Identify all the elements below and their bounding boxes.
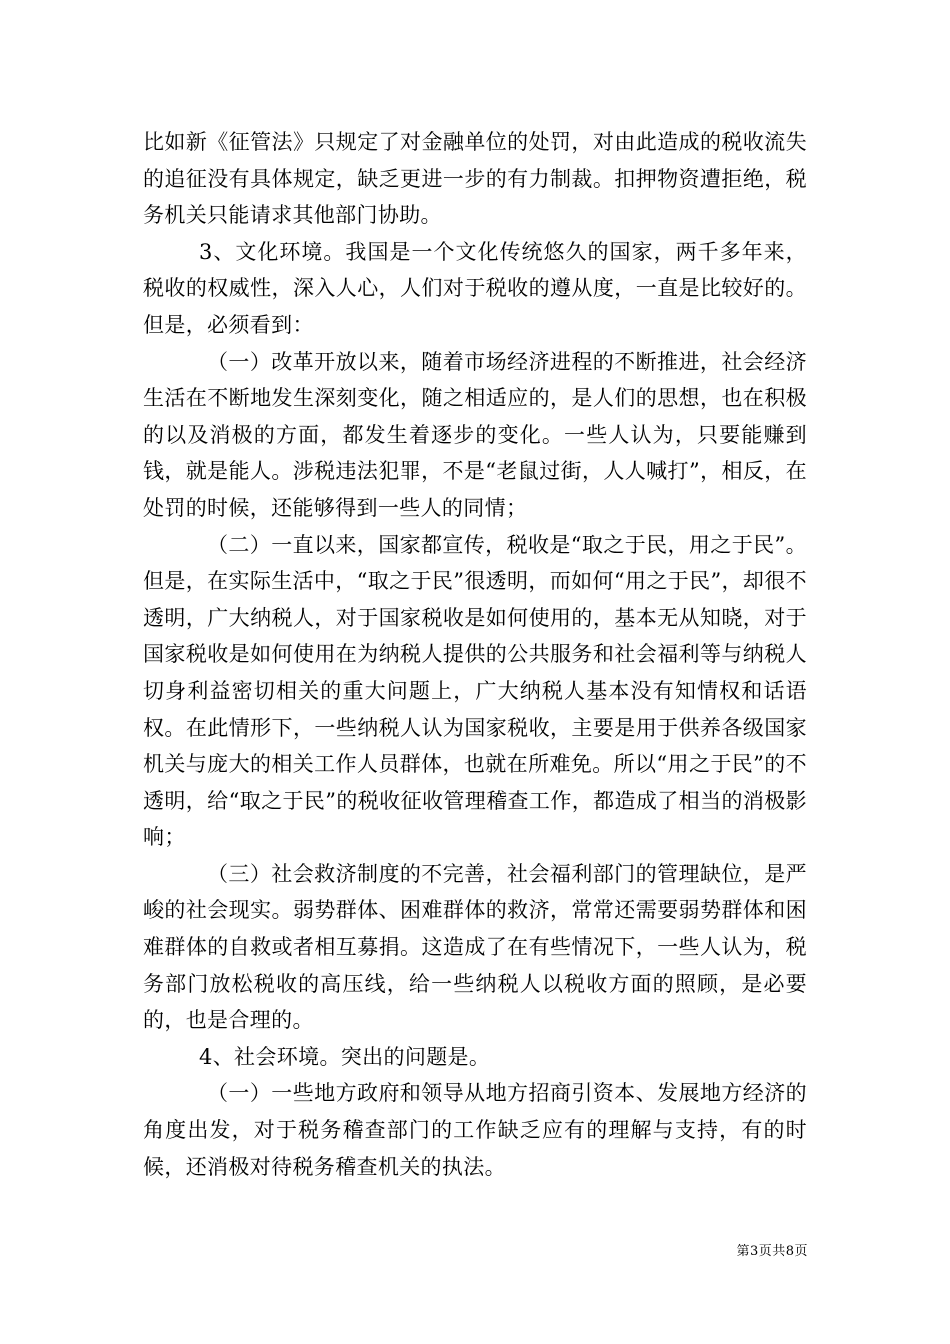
page-number: 第3页共8页 xyxy=(736,1244,808,1259)
paragraph-cultural-environment: 3、文化环境。我国是一个文化传统悠久的国家，两千多年来，税收的权威性，深入人心，人们对于税收的遵从度，一直是比较好的。但是，必须看到： xyxy=(143,239,807,337)
paragraph-reform-opening: （一）改革开放以来，随着市场经济进程的不断推进，社会经济生活在不断地发生深刻变化，随之相适应的，是人们的思想，也在积极的以及消极的方面，都发生着逐步的变化。一些人认为，只要能赚到钱，就是能人。涉税违法犯罪，不是“老鼠过街，人人喊打”，相反，在处罚的时候，还能够得到一些人的同情； xyxy=(143,349,807,520)
paragraph-social-environment: 4、社会环境。突出的问题是。 xyxy=(199,1044,491,1069)
document-body xyxy=(143,124,807,1185)
paragraph-local-government: （一）一些地方政府和领导从地方招商引资本、发展地方经济的角度出发，对于税务稽查部门的工作缺乏应有的理解与支持，有的时候，还消极对待税务稽查机关的执法。 xyxy=(143,1081,807,1179)
paragraph-penalty-law: 比如新《征管法》只规定了对金融单位的处罚，对由此造成的税收流失的追征没有具体规定，缺乏更进一步的有力制裁。扣押物资遭拒绝，税务机关只能请求其他部门协助。 xyxy=(143,130,807,228)
paragraph-tax-transparency: （二）一直以来，国家都宣传，税收是“取之于民，用之于民”。但是，在实际生活中，“取之于民”很透明，而如何“用之于民”，却很不透明，广大纳税人，对于国家税收是如何使用的，基本无从知晓，对于国家税收是如何使用在为纳税人提供的公共服务和社会福利等与纳税人切身利益密切相关的重大问题上，广大纳税人基本没有知情权和话语权。在此情形下，一些纳税人认为国家税收，主要是用于供养各级国家机关与庞大的相关工作人员群体，也就在所难免。所以“用之于民”的不透明，给“取之于民”的税收征收管理稽查工作，都造成了相当的消极影响； xyxy=(143,532,807,850)
paragraph-social-relief: （三）社会救济制度的不完善，社会福利部门的管理缺位，是严峻的社会现实。弱势群体、困难群体的救济，常常还需要弱势群体和困难群体的自救或者相互募捐。这造成了在有些情况下，一些人认为，税务部门放松税收的高压线，给一些纳税人以税收方面的照顾，是必要的，也是合理的。 xyxy=(143,861,807,1033)
